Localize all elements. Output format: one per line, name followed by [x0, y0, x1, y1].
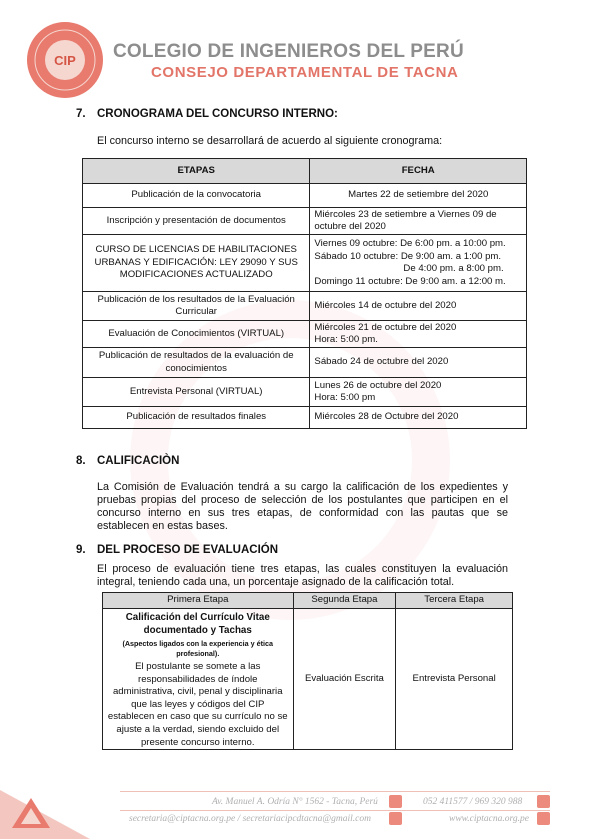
fecha-line: Hora: 5:00 pm	[314, 392, 376, 403]
table-row	[83, 208, 527, 235]
primera-etapa-cell	[103, 609, 294, 750]
header-title: COLEGIO DE INGENIEROS DEL PERÚ	[113, 41, 464, 62]
table-row	[83, 407, 527, 429]
etapa-cell: Publicación de resultados de la evaluación de conocimientos	[83, 348, 310, 378]
section-7-intro: El concurso interno se desarrollará de acuerdo al siguiente cronograma:	[97, 135, 443, 147]
etapa-cell: Evaluación de Conocimientos (VIRTUAL)	[83, 321, 310, 348]
footer-web[interactable]: www.ciptacna.org.pe	[449, 814, 529, 824]
table-row	[83, 184, 527, 208]
table-row	[83, 378, 527, 407]
etapa-cell: Publicación de resultados finales	[83, 407, 310, 429]
evaluation-row	[103, 609, 513, 750]
fecha-line: Viernes 09 octubre: De 6:00 pm. a 10:00 pm.	[314, 238, 506, 249]
segunda-etapa-cell: Evaluación Escrita	[293, 609, 396, 750]
tercera-etapa-cell: Entrevista Personal	[396, 609, 513, 750]
fecha-cell	[310, 378, 527, 407]
etapa-cell: Inscripción y presentación de documentos	[83, 208, 310, 235]
footer-emails[interactable]: secretaria@ciptacna.org.pe / secretariacipcdtacna@gmail.com	[129, 814, 371, 824]
section-8-number: 8.	[76, 455, 86, 467]
primera-subtitle: (Aspectos ligados con la experiencia y ética profesional).	[122, 639, 274, 658]
location-icon	[389, 795, 402, 808]
schedule-table	[82, 158, 527, 429]
web-icon	[537, 812, 550, 825]
footer-divider-bottom	[120, 810, 550, 811]
logo-text: CIP	[54, 52, 76, 68]
logo-center	[45, 40, 85, 80]
primera-body: El postulante se somete a las responsabilidades de índole administrativa, civil, penal y disciplinaria que las leyes y códigos del CIP establecen en caso que su currículo no se ajuste a la verdad, siendo excluido del presente concurso interno.	[107, 661, 288, 748]
table-row	[83, 348, 527, 378]
footer-phones: 052 411577 / 969 320 988	[423, 797, 523, 807]
fecha-cell	[310, 235, 527, 292]
col-tercera: Tercera Etapa	[396, 593, 513, 609]
col-etapas: ETAPAS	[83, 159, 310, 184]
fecha-line: Sábado 10 octubre: De 9:00 am. a 1:00 pm.	[314, 250, 502, 262]
header-subtitle: CONSEJO DEPARTAMENTAL DE TACNA	[151, 64, 459, 81]
footer-logo-icon	[10, 796, 52, 830]
etapa-cell: Publicación de la convocatoria	[83, 184, 310, 208]
table-row	[83, 292, 527, 321]
section-9-title: DEL PROCESO DE EVALUACIÓN	[97, 544, 279, 556]
footer-address: Av. Manuel A. Odría N° 1562 - Tacna, Perú	[212, 797, 378, 807]
phone-icon	[537, 795, 550, 808]
section-9-number: 9.	[76, 544, 86, 556]
fecha-line: Miércoles 23 de setiembre a Viernes 09 de	[314, 208, 497, 220]
mail-icon	[389, 812, 402, 825]
fecha-cell	[310, 208, 527, 235]
section-7-title: CRONOGRAMA DEL CONCURSO INTERNO:	[97, 108, 338, 120]
section-7-number: 7.	[76, 108, 86, 120]
primera-title: Calificación del Currículo Vitae documentado y Tachas	[125, 612, 270, 636]
table-row	[83, 235, 527, 292]
fecha-cell: Sábado 24 de octubre del 2020	[310, 348, 527, 378]
fecha-cell	[310, 321, 527, 348]
fecha-line: octubre del 2020	[314, 221, 386, 232]
fecha-line: Lunes 26 de octubre del 2020	[314, 379, 442, 391]
evaluation-table	[102, 592, 513, 750]
section-9-text: El proceso de evaluación tiene tres etapas, las cuales constituyen la evaluación integral, teniendo cada una, un porcentaje asignado de la calificación total.	[97, 563, 508, 588]
etapa-cell: Publicación de los resultados de la Evaluación Curricular	[83, 292, 310, 321]
footer-divider-top	[120, 791, 550, 792]
etapa-cell: CURSO DE LICENCIAS DE HABILITACIONES URBANAS Y EDIFICACIÓN: LEY 29090 Y SUS MODIFICACIONES ACTUALIZADO	[83, 235, 310, 292]
fecha-line: Domingo 11 octubre: De 9:00 am. a 12:00 m.	[314, 275, 506, 287]
table-row	[83, 321, 527, 348]
cip-logo	[27, 22, 103, 98]
col-fecha: FECHA	[310, 159, 527, 184]
section-8-text: La Comisión de Evaluación tendrá a su cargo la calificación de los expedientes y pruebas propias del proceso de selección de los postulantes que participen en el concurso interno en sus tres etapas, de conformidad con las pautas que se establecen en estas bases.	[97, 481, 508, 532]
fecha-cell: Miércoles 14 de octubre del 2020	[310, 292, 527, 321]
col-segunda: Segunda Etapa	[293, 593, 396, 609]
evaluation-header-row	[103, 593, 513, 609]
fecha-cell: Martes 22 de setiembre del 2020	[310, 184, 527, 208]
fecha-line: Miércoles 21 de octubre del 2020	[314, 321, 457, 333]
fecha-cell: Miércoles 28 de Octubre del 2020	[310, 407, 527, 429]
section-8-title: CALIFICACIÒN	[97, 455, 180, 467]
etapa-cell: Entrevista Personal (VIRTUAL)	[83, 378, 310, 407]
fecha-line: De 4:00 pm. a 8:00 pm.	[403, 263, 504, 274]
schedule-header-row	[83, 159, 527, 184]
col-primera: Primera Etapa	[103, 593, 294, 609]
fecha-line: Hora: 5:00 pm.	[314, 334, 378, 345]
